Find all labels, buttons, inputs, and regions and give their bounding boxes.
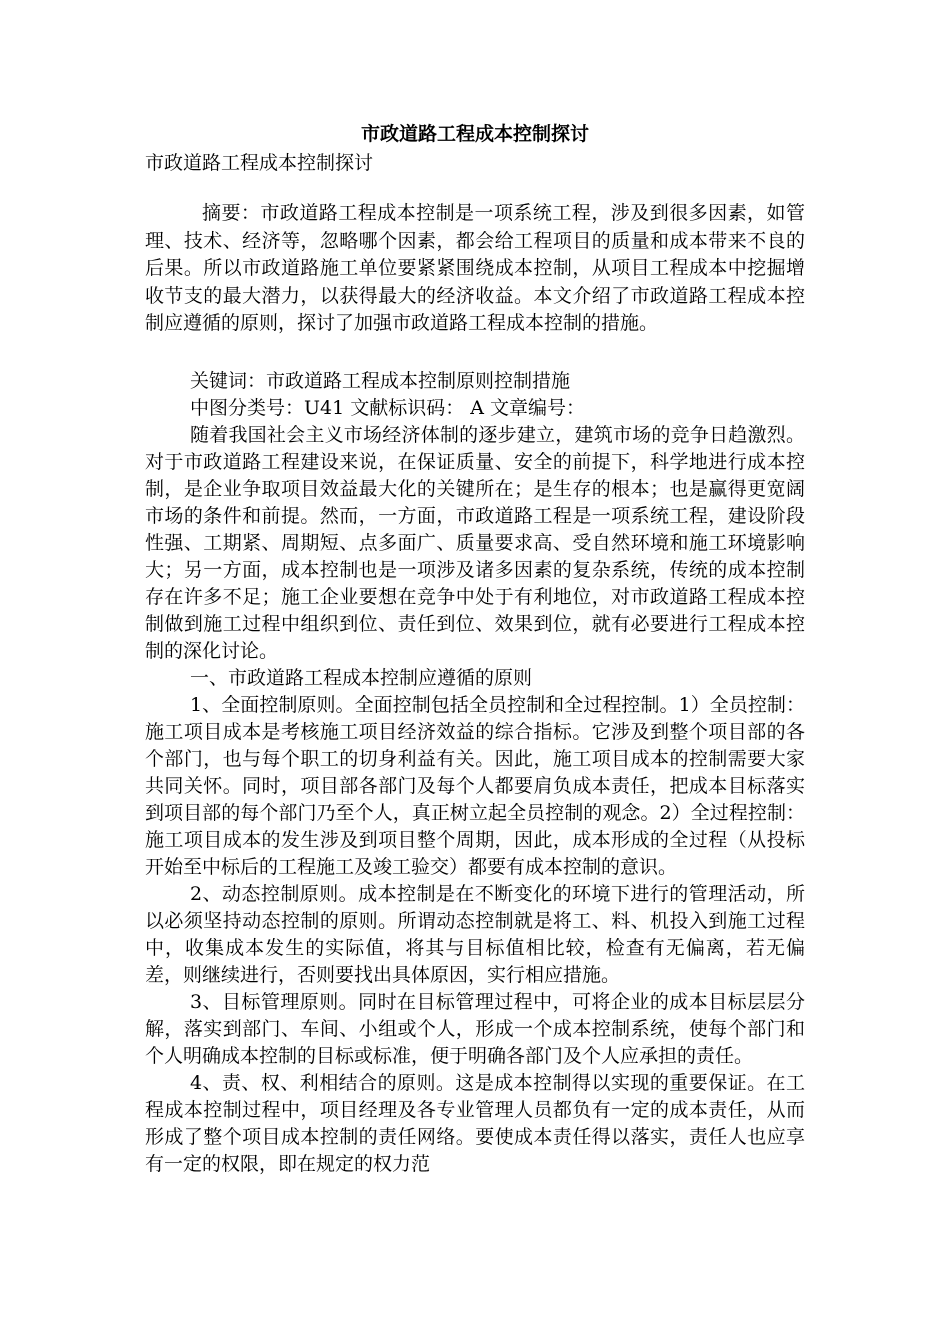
keywords-line: 关键词：市政道路工程成本控制原则控制措施: [190, 369, 571, 392]
body-paragraph-objective-management: 3、目标管理原则。同时在目标管理过程中，可将企业的成本目标层层分解，落实到部门、车间、小组或个人，形成一个成本控制系统，使每个部门和个人明确成本控制的目标或标准，便于明确各部门及个人应承担的责任。: [145, 990, 805, 1067]
body-paragraph-responsibility: 4、责、权、利相结合的原则。这是成本控制得以实现的重要保证。在工程成本控制过程中，项目经理及各专业管理人员都负有一定的成本责任，从而形成了整个项目成本控制的责任网络。要使成本责任得以落实，责任人也应享有一定的权限，即在规定的权力范: [145, 1071, 805, 1175]
body-paragraph-intro: 随着我国社会主义市场经济体制的逐步建立，建筑市场的竞争日趋激烈。对于市政道路工程建设来说，在保证质量、安全的前提下，科学地进行成本控制，是企业争取项目效益最大化的关键所在；是生存的根本；也是赢得更宽阔市场的条件和前提。然而，一方面，市政道路工程是一项系统工程，建设阶段性强、工期紧、周期短、点多面广、质量要求高、受自然环境和施工环境影响大；另一方面，成本控制也是一项涉及诸多因素的复杂系统，传统的成本控制存在许多不足；施工企业要想在竞争中处于有利地位，对市政道路工程成本控制做到施工过程中组织到位、责任到位、效果到位，就有必要进行工程成本控制的深化讨论。: [145, 423, 805, 662]
classification-line: 中图分类号：U41 文献标识码： A 文章编号：: [190, 396, 586, 419]
document-subtitle: 市政道路工程成本控制探讨: [145, 152, 374, 174]
section-heading-principles: 一、市政道路工程成本控制应遵循的原则: [190, 666, 533, 689]
metadata-block: [145, 368, 805, 422]
body-paragraph-dynamic-control: 2、动态控制原则。成本控制是在不断变化的环境下进行的管理活动，所以必须坚持动态控制的原则。所谓动态控制就是将工、料、机投入到施工过程中，收集成本发生的实际值，将其与目标值相比较，检查有无偏离，若无偏差，则继续进行，否则要找出具体原因，实行相应措施。: [145, 882, 805, 986]
body-text: [145, 422, 805, 1178]
body-paragraph-comprehensive-control: 1、全面控制原则。全面控制包括全员控制和全过程控制。1）全员控制：施工项目成本是考核施工项目经济效益的综合指标。它涉及到整个项目部的各个部门，也与每个职工的切身利益有关。因此，施工项目成本的控制需要大家共同关怀。同时，项目部各部门及每个人都要肩负成本责任，把成本目标落实到项目部的每个部门乃至个人，真正树立起全员控制的观念。2）全过程控制：施工项目成本的发生涉及到项目整个周期，因此，成本形成的全过程（从投标开始至中标后的工程施工及竣工验交）都要有成本控制的意识。: [145, 693, 805, 878]
document-title: 市政道路工程成本控制探讨: [360, 123, 589, 145]
abstract-paragraph: 摘要：市政道路工程成本控制是一项系统工程，涉及到很多因素，如管理、技术、经济等，忽略哪个因素，都会给工程项目的质量和成本带来不良的后果。所以市政道路施工单位要紧紧围绕成本控制，从项目工程成本中挖掘增收节支的最大潜力，以获得最大的经济收益。本文介绍了市政道路工程成本控制应遵循的原则，探讨了加强市政道路工程成本控制的措施。: [145, 202, 805, 334]
document-page: [145, 118, 805, 1178]
